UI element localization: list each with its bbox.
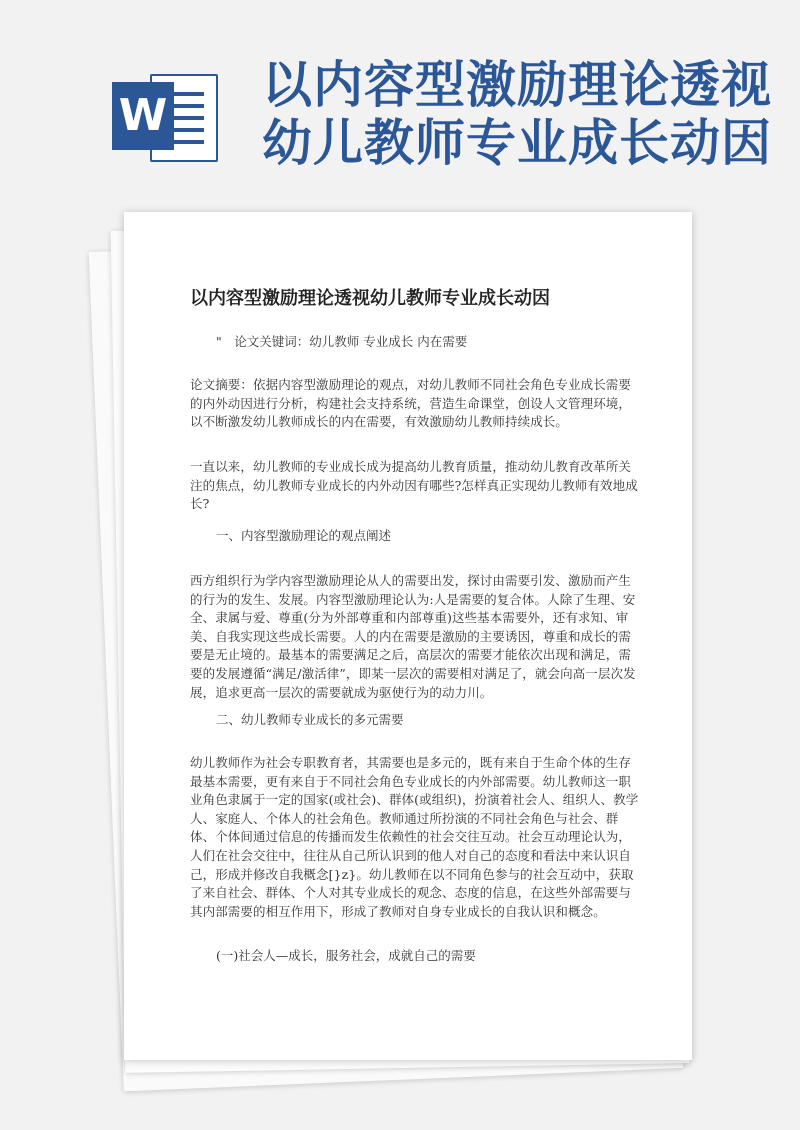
keywords-line: " 论文关键词：幼儿教师 专业成长 内在需要 xyxy=(216,334,468,349)
abstract-paragraph: 论文摘要：依据内容型激励理论的观点，对幼儿教师不同社会角色专业成长需要的内外动因进行分析，构建社会支持系统，营造生命课堂，创设人文管理环境，以不断激发幼儿教师成长的内在需要，有效激励幼儿教师持续成长。 xyxy=(190,377,632,430)
intro-paragraph: 一直以来，幼儿教师的专业成长成为提高幼儿教育质量，推动幼儿教育改革所关注的焦点，幼儿教师专业成长的内外动因有哪些?怎样真正实现幼儿教师有效地成长? xyxy=(190,459,638,512)
document-title: 以内容型激励理论透视幼儿教师专业成长动因 xyxy=(190,288,550,309)
section-2-paragraph: 幼儿教师作为社会专职教育者，其需要也是多元的，既有来自于生命个体的生存最基本需要，更有来自于不同社会角色专业成长的内外部需要。幼儿教师这一职业角色隶属于一定的国家(或社会)、群体(或组织)，扮演着社会人、组织人、教学人、家庭人、个体人的社会角色。教师通过所扮演的不同社会角色与社会、群体、个体间通过信息的传播而发生依赖性的社会交往互动。社会互动理论认为，人们在社会交往中，往往从自己所认识到的他人对自己的态度和看法中来认识自己，形成并修改自我概念[}z}。幼儿教师在以不同角色参与的社会互动中，获取了来自社会、群体、个人对其专业成长的观念、态度的信息，在这些外部需要与其内部需要的相互作用下，形成了教师对自身专业成长的自我认识和概念。 xyxy=(190,755,639,919)
word-document-icon xyxy=(112,68,216,164)
document-page xyxy=(124,212,692,1060)
word-badge: W xyxy=(112,82,174,150)
section-heading-1: 一、内容型激励理论的观点阐述 xyxy=(216,528,392,543)
banner-title xyxy=(262,56,782,172)
banner-title-line-1: 以内容型激励理论透视 xyxy=(262,56,772,114)
section-heading-2: 二、幼儿教师专业成长的多元需要 xyxy=(216,712,404,727)
header-banner xyxy=(0,0,800,200)
subsection-heading: (一)社会人—成长，服务社会，成就自己的需要 xyxy=(216,948,476,963)
banner-title-line-2: 幼儿教师专业成长动因 xyxy=(262,114,772,172)
section-1-paragraph: 西方组织行为学内容型激励理论从人的需要出发，探讨由需要引发、激励而产生的行为的发生、发展。内容型激励理论认为:人是需要的复合体。人除了生理、安全、隶属与爱、尊重(分为外部尊重和内部尊重)这些基本需要外，还有求知、审美、自我实现这些成长需要。人的内在需要是激励的主要诱因，尊重和成长的需要是无止境的。最基本的需要满足之后，高层次的需要才能依次出现和满足，需要的发展遵循“满足/激活律”，即某一层次的需要相对满足了，就会向高一层次发展，追求更高一层次的需要就成为驱使行为的动力川。 xyxy=(190,573,636,700)
